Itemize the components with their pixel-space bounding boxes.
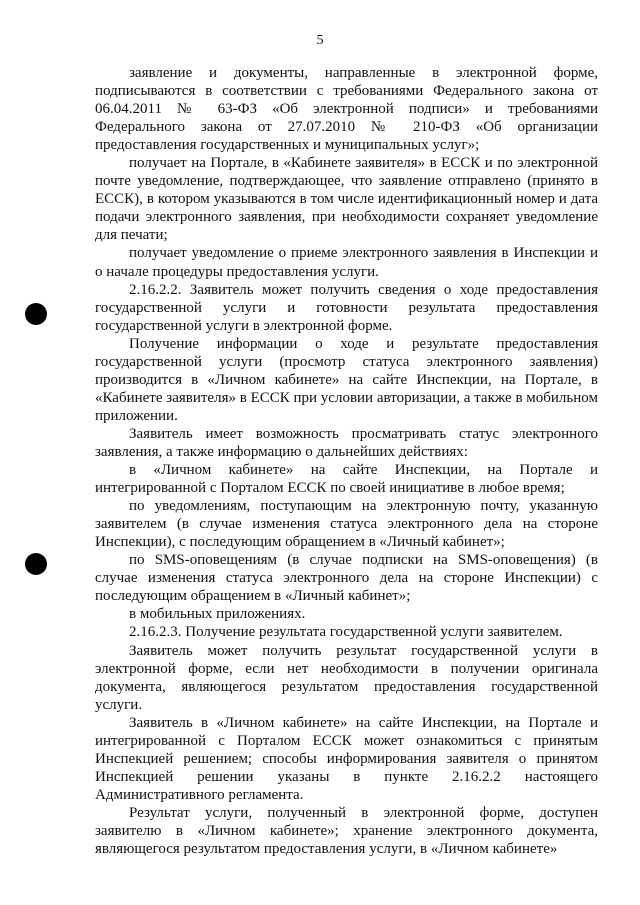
punch-hole (25, 553, 47, 575)
paragraph: Заявитель имеет возможность просматривать статус электронного заявления, а также информацию о дальнейших действиях: (95, 425, 598, 460)
paragraph: получает уведомление о приеме электронного заявления в Инспекции и о начале процедуры предоставления услуги. (95, 245, 598, 280)
document-body (95, 64, 598, 858)
paragraph: Получение информации о ходе и результате предоставления государственной услуги (просмотр статуса электронного заявления) производится в «Личном кабинете» на сайте Инспекции, на Портале, в «Кабинете заявителя» в ЕССК при условии авторизации, а также в мобильном приложении. (95, 335, 598, 424)
paragraph: Заявитель в «Личном кабинете» на сайте Инспекции, на Портале и интегрированной с Порталом ЕССК может ознакомиться с принятым Инспекцией решением; способы информирования заявителя о принятом Инспекцией решении указаны в пункте 2.16.2.2 настоящего Административного регламента. (95, 714, 598, 803)
paragraph: 2.16.2.3. Получение результата государственной услуги заявителем. (129, 624, 563, 641)
paragraph: Результат услуги, полученный в электронной форме, доступен заявителю в «Личном кабинете»; хранение электронного документа, являющегося результатом предоставления услуги, в «Личном кабинете» (95, 804, 598, 858)
page-number: 5 (316, 33, 324, 48)
punch-hole (25, 303, 47, 325)
paragraph: в мобильных приложениях. (129, 606, 306, 623)
paragraph: по уведомлениям, поступающим на электронную почту, указанную заявителем (в случае изменения статуса электронного дела на стороне Инспекции), с последующим обращением в «Личный кабинет»; (95, 498, 598, 551)
paragraph: 2.16.2.2. Заявитель может получить сведения о ходе предоставления государственной услуги и готовности результата предоставления государственной услуги в электронной форме. (95, 281, 598, 334)
paragraph: Заявитель может получить результат государственной услуги в электронной форме, если нет необходимости в получении оригинала документа, являющегося результатом предоставления государственной услуги. (95, 642, 598, 713)
paragraph: заявление и документы, направленные в электронной форме, подписываются в соответствии с требованиями Федерального закона от 06.04.2011 № 63-ФЗ «Об электронной подписи» и требованиями Федерального закона от 27.07.2010 № 210-ФЗ «Об организации предоставления государственных и муниципальных услуг»; (95, 65, 598, 154)
paragraph: получает на Портале, в «Кабинете заявителя» в ЕССК и по электронной почте уведомление, подтверждающее, что заявление отправлено (принято в ЕССК), в котором указываются в том числе идентификационный номер и дата подачи электронного заявления, при необходимости сохраняет уведомление для печати; (95, 155, 598, 244)
paragraph: в «Личном кабинете» на сайте Инспекции, на Портале и интегрированной с Порталом ЕССК по своей инициативе в любое время; (95, 462, 598, 497)
paragraph: по SMS-оповещениям (в случае подписки на SMS-оповещения) (в случае изменения статуса электронного дела на стороне Инспекции) с последующим обращением в «Личный кабинет»; (95, 552, 598, 605)
